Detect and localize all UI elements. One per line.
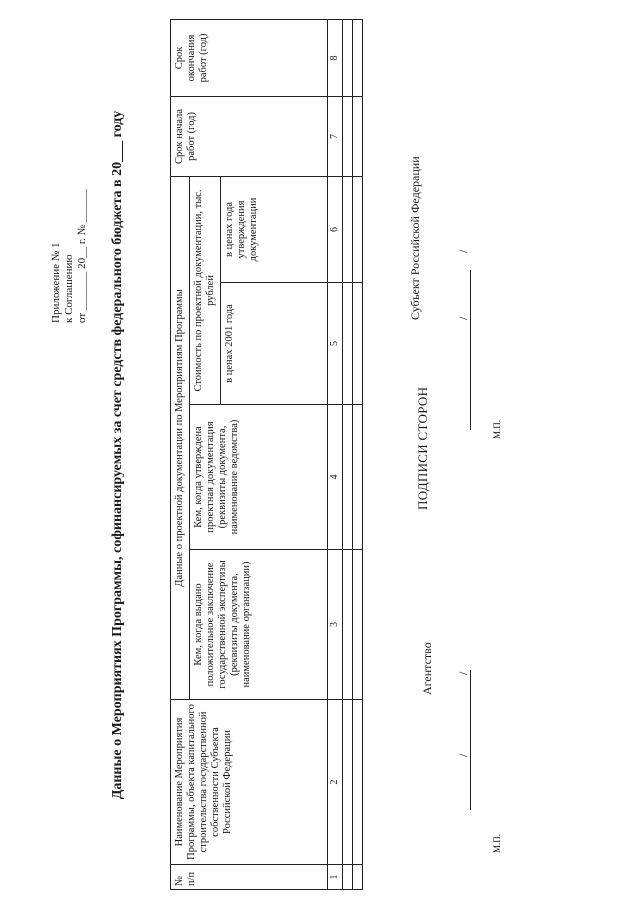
table-cell <box>343 283 353 405</box>
subject-signature-line <box>470 270 471 430</box>
table-cell <box>353 550 363 700</box>
program-data-table <box>170 19 363 890</box>
table-cell <box>343 19 353 96</box>
agency-signature-slash: / <box>456 671 470 675</box>
table-row <box>343 19 353 889</box>
table-cell <box>343 176 353 282</box>
header-cost-2001: в ценах 2001 года <box>221 283 328 405</box>
column-number: 4 <box>328 405 343 550</box>
header-row <box>171 19 190 889</box>
column-number: 5 <box>328 283 343 405</box>
column-number: 1 <box>328 865 343 890</box>
table-cell <box>353 405 363 550</box>
header-approved: Кем, когда утверждена проектная документация (реквизиты документа, наименование ведомства) <box>190 405 328 550</box>
appendix-header <box>50 189 89 323</box>
table-cell <box>343 96 353 176</box>
table-cell <box>343 550 353 700</box>
header-cost-approval: в ценах года утверждения документации <box>221 176 328 282</box>
header-end: Срок окончания работ (год) <box>171 19 328 96</box>
signatures-title: ПОДПИСИ СТОРОН <box>415 386 430 510</box>
column-number: 2 <box>328 700 343 865</box>
table-cell <box>343 700 353 865</box>
table-cell <box>343 865 353 890</box>
subject-signature-slash: / <box>456 249 470 253</box>
document-title: Данные о Мероприятиях Программы, софинансируемых за счет средств федерального бюджета в 20___ году <box>110 110 125 800</box>
column-number: 8 <box>328 19 343 96</box>
header-start: Срок начала работ (год) <box>171 96 328 176</box>
column-number: 3 <box>328 550 343 700</box>
header-cost-group: Стоимость по проектной документации, тыс. рублей <box>190 176 221 404</box>
column-number: 7 <box>328 96 343 176</box>
agency-signature-slash: / <box>456 753 470 757</box>
appendix-date: от _______ 20__ г. № ______ <box>76 189 88 323</box>
party-agency: Агентство <box>420 642 434 695</box>
column-numbers-row <box>328 19 343 889</box>
subject-signature-slash: / <box>456 316 470 320</box>
header-num: № п/п <box>171 865 328 890</box>
column-number: 6 <box>328 176 343 282</box>
table-cell <box>353 19 363 96</box>
table-cell <box>353 865 363 890</box>
table-cell <box>343 405 353 550</box>
party-subject: Субъект Российской Федерации <box>408 156 422 320</box>
agency-stamp-label: М.П. <box>492 833 502 853</box>
header-expertise: Кем, когда выдано положительное заключение государственной экспертизы (реквизиты документа, наименование организации) <box>190 550 328 700</box>
agency-signature-line <box>470 670 471 810</box>
table-cell <box>353 700 363 865</box>
table-cell <box>353 176 363 282</box>
table-row <box>353 19 363 889</box>
header-docs-group: Данные о проектной документации по Мероприятиям Программы <box>171 176 190 699</box>
appendix-number: Приложение № 1 <box>50 242 62 323</box>
header-name: Наименование Мероприятия Программы, объекта капитального строительства государственной собственности Субъекта Российской Федерации <box>171 700 328 865</box>
table-cell <box>353 96 363 176</box>
appendix-agreement: к Соглашению <box>63 254 75 323</box>
subject-stamp-label: М.П. <box>492 419 502 439</box>
table-cell <box>353 283 363 405</box>
